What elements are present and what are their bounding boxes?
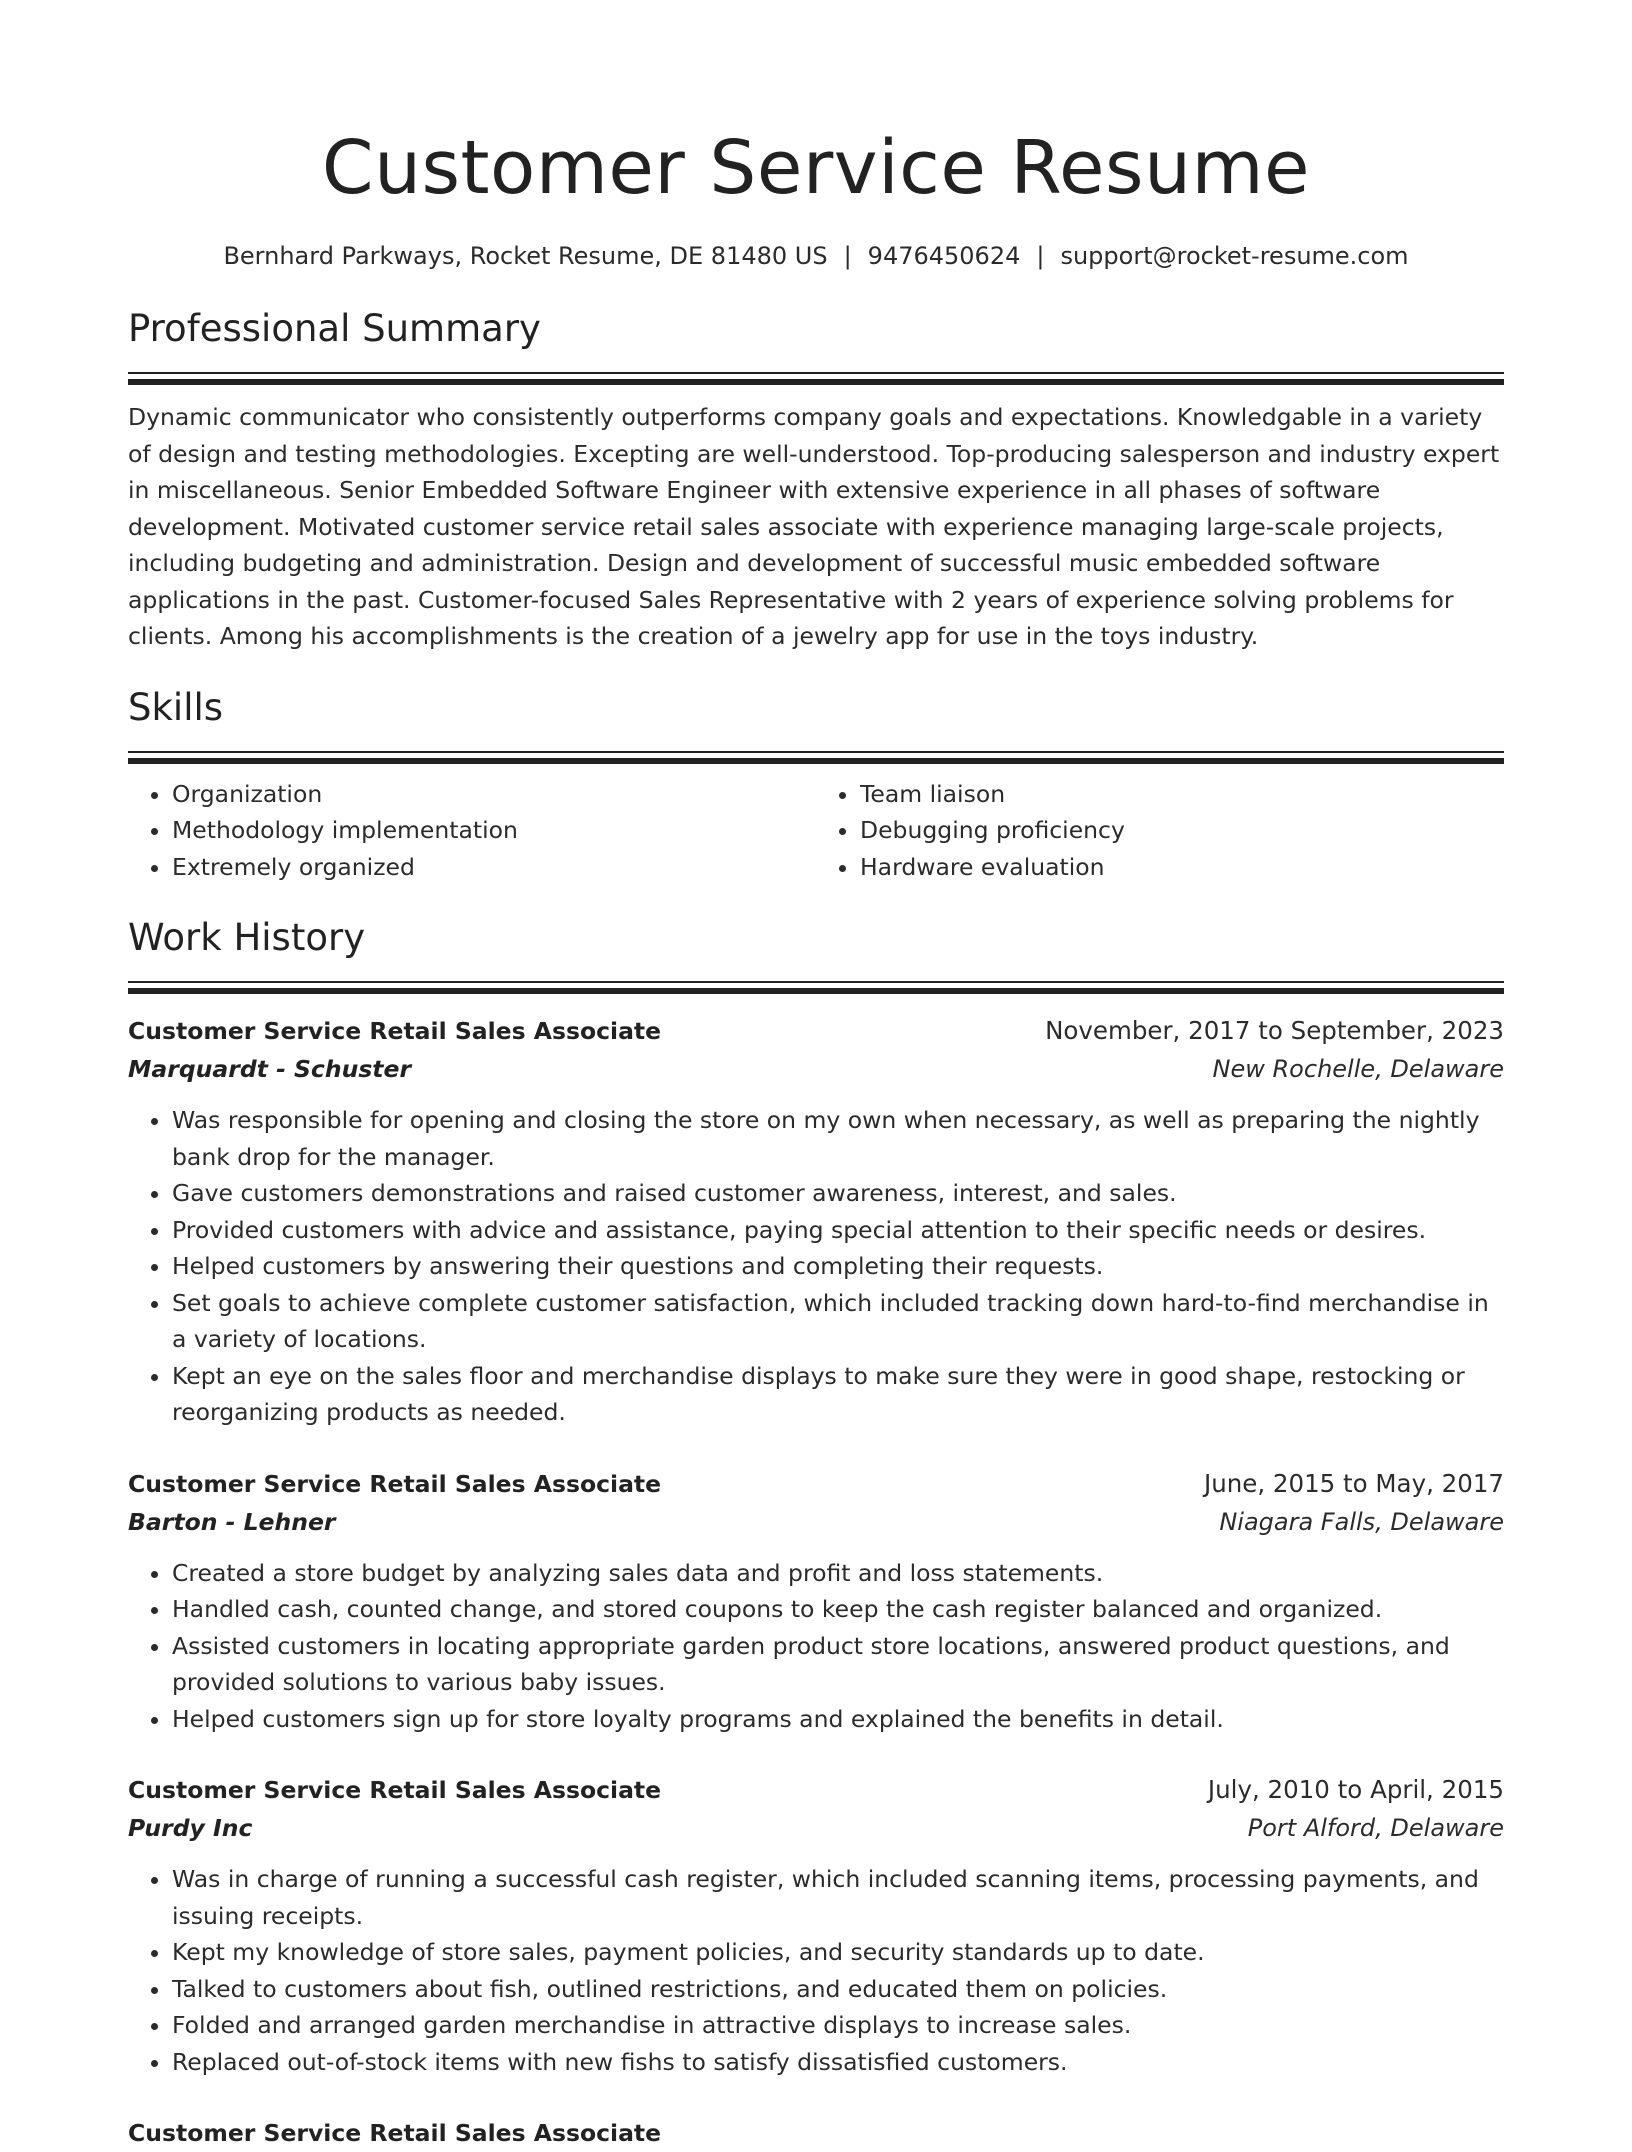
job-bullet: • Kept my knowledge of store sales, payment policies, and security standards up to date. [172, 1934, 1504, 1971]
resume-title: Customer Service Resume [321, 125, 1311, 211]
job-bullets [128, 1861, 1504, 2080]
job-bullets [128, 1102, 1504, 1431]
job-header-row [128, 1771, 1504, 1809]
job-entry-cutoff [128, 2114, 1504, 2152]
summary-heading: Professional Summary [128, 307, 541, 350]
job-dates: July, 2010 to April, 2015 [1207, 1775, 1504, 1804]
job-bullet: • Handled cash, counted change, and stored coupons to keep the cash register balanced and organized. [172, 1591, 1504, 1628]
summary-text: Dynamic communicator who consistently outperforms company goals and expectations. Knowledgable in a variety of design and testing methodologies. Excepting are well-understood. Top-producing salesperson and industry expert in miscellaneous. Senior Embedded Software Engineer with extensive experience in all phases of software development. Motivated customer service retail sales associate with experience managing large-scale projects, including budgeting and administration. Design and development of successful music embedded software applications in the past. Customer-focused Sales Representative with 2 years of experience solving problems for clients. Among his accomplishments is the creation of a jewelry app for use in the toys industry. [128, 403, 1500, 650]
job-company-row [128, 1050, 1504, 1088]
skill-item: • Debugging proficiency [860, 812, 1504, 849]
job-title: Customer Service Retail Sales Associate [128, 1469, 662, 1498]
job-location: New Rochelle, Delaware [1212, 1055, 1504, 1083]
job-entry [128, 1012, 1504, 1431]
job-bullet: • Created a store budget by analyzing sales data and profit and loss statements. [172, 1555, 1504, 1592]
job-entry [128, 1771, 1504, 2080]
job-dates: November, 2017 to September, 2023 [1045, 1016, 1504, 1045]
work-section [128, 915, 1504, 2152]
skill-item: • Methodology implementation [172, 812, 816, 849]
job-bullets [128, 1555, 1504, 1738]
skill-item: • Extremely organized [172, 849, 816, 886]
job-bullet: • Talked to customers about fish, outlined restrictions, and educated them on policies. [172, 1971, 1504, 2008]
job-entry [128, 1465, 1504, 1738]
job-bullet: • Folded and arranged garden merchandise in attractive displays to increase sales. [172, 2007, 1504, 2044]
job-title: Customer Service Retail Sales Associate [128, 1776, 662, 1804]
job-dates: June, 2015 to May, 2017 [1203, 1468, 1504, 1498]
job-header-row [128, 1012, 1504, 1050]
work-heading: Work History [128, 916, 366, 959]
skill-item: • Organization [172, 776, 816, 813]
job-bullet: • Kept an eye on the sales floor and merchandise displays to make sure they were in good shape, restocking or reorganizing products as needed. [172, 1358, 1504, 1431]
job-company-row [128, 1503, 1504, 1541]
contact-separator: | [843, 242, 852, 270]
job-bullet: • Gave customers demonstrations and raised customer awareness, interest, and sales. [172, 1175, 1504, 1212]
job-title: Customer Service Retail Sales Associate [128, 1017, 662, 1045]
skills-section [128, 685, 1504, 886]
job-bullet: • Was responsible for opening and closing the store on my own when necessary, as well as preparing the nightly bank drop for the manager. [172, 1102, 1504, 1175]
resume-page [128, 0, 1504, 2152]
contact-email: support@rocket-resume.com [1060, 242, 1409, 270]
job-bullet: • Helped customers by answering their questions and completing their requests. [172, 1248, 1504, 1285]
job-bullet: • Was in charge of running a successful cash register, which included scanning items, processing payments, and issuing receipts. [172, 1861, 1504, 1934]
section-rule-thin [128, 981, 1504, 983]
summary-section [128, 306, 1504, 655]
job-bullet: • Provided customers with advice and assistance, paying special attention to their specific needs or desires. [172, 1212, 1504, 1249]
skill-item: • Team liaison [860, 776, 1504, 813]
job-header-row [128, 2114, 1504, 2152]
job-company: Barton - Lehner [128, 1507, 336, 1536]
section-rule-thick [128, 758, 1504, 764]
contact-phone: 9476450624 [867, 242, 1021, 270]
job-bullet: • Assisted customers in locating appropriate garden product store locations, answered product questions, and provided solutions to various baby issues. [172, 1628, 1504, 1701]
skills-heading: Skills [128, 685, 224, 729]
job-location: Port Alford, Delaware [1247, 1814, 1504, 1842]
section-rule-thin [128, 751, 1504, 753]
job-company: Marquardt - Schuster [128, 1055, 412, 1083]
skill-item: • Hardware evaluation [860, 849, 1504, 886]
job-location: Niagara Falls, Delaware [1219, 1507, 1504, 1536]
section-rule-thick [128, 379, 1504, 385]
contact-address: Bernhard Parkways, Rocket Resume, DE 81480 US [223, 242, 828, 270]
contact-separator: | [1036, 242, 1045, 270]
job-bullet: • Helped customers sign up for store loyalty programs and explained the benefits in detail. [172, 1701, 1504, 1738]
job-bullet: • Set goals to achieve complete customer satisfaction, which included tracking down hard-to-find merchandise in a variety of locations. [172, 1285, 1504, 1358]
skills-left-list [128, 776, 816, 886]
job-company: Purdy Inc [128, 1814, 253, 1842]
job-title: Customer Service Retail Sales Associate [128, 2119, 662, 2147]
skills-columns [128, 776, 1504, 886]
skills-right-list [816, 776, 1504, 886]
job-bullet: • Replaced out-of-stock items with new fishs to satisfy dissatisfied customers. [172, 2044, 1504, 2081]
contact-line [128, 240, 1504, 272]
section-rule-thin [128, 372, 1504, 374]
job-company-row [128, 1809, 1504, 1847]
job-header-row [128, 1465, 1504, 1503]
section-rule-thick [128, 988, 1504, 994]
